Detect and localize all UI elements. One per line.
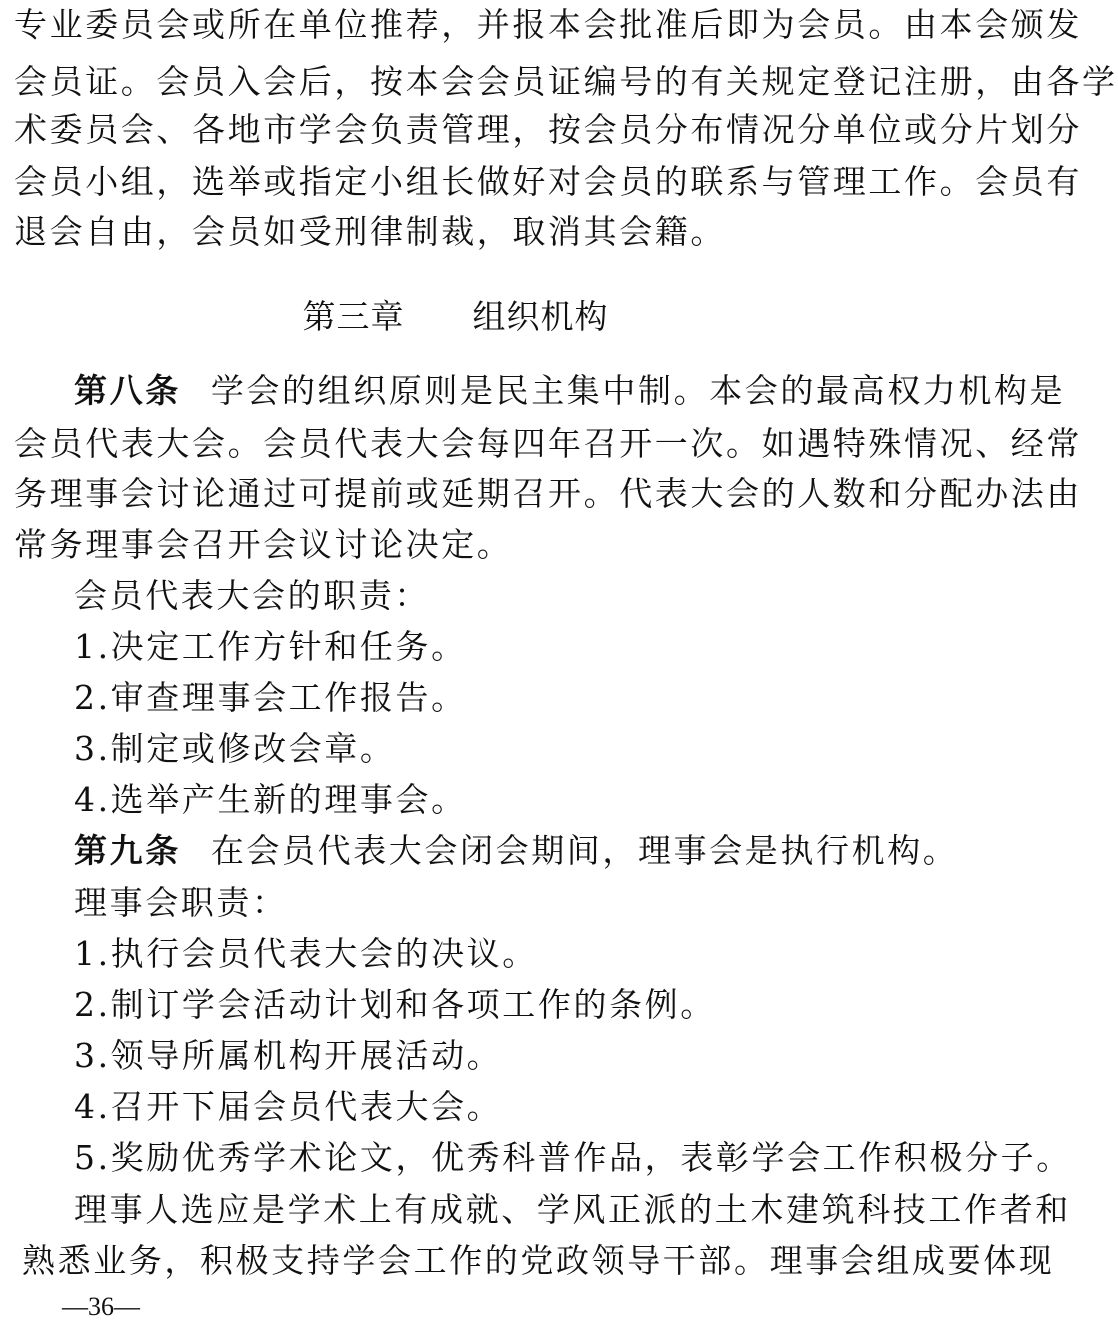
intro-line-5: 退会自由，会员如受刑律制裁，取消其会籍。	[14, 212, 726, 251]
article8-duty-4: 4.选举产生新的理事会。	[74, 780, 467, 819]
article9-text: 在会员代表大会闭会期间，理事会是执行机构。	[210, 831, 959, 870]
article8-label: 第八条	[74, 371, 181, 410]
intro-line-1: 专业委员会或所在单位推荐，并报本会批准后即为会员。由本会颁发	[14, 5, 1082, 44]
article9-duty-3: 3.领导所属机构开展活动。	[74, 1036, 503, 1075]
article8-first-line	[74, 371, 1066, 411]
article9-duty-1: 1.执行会员代表大会的决议。	[74, 934, 538, 973]
article9-first-line	[74, 831, 959, 871]
article8-duty-2: 2.审查理事会工作报告。	[74, 678, 467, 717]
article9-closing-line-1: 理事人选应是学术上有成就、学风正派的土木建筑科技工作者和	[74, 1190, 1071, 1229]
article8-line-3: 务理事会讨论通过可提前或延期召开。代表大会的人数和分配办法由	[14, 474, 1082, 513]
chapter-title: 第三章 组织机构	[302, 297, 609, 336]
article8-line-4: 常务理事会召开会议讨论决定。	[14, 525, 513, 564]
article9-label: 第九条	[74, 831, 181, 870]
article8-duties-heading: 会员代表大会的职责：	[74, 576, 430, 615]
article9-closing-line-2: 熟悉业务，积极支持学会工作的党政领导干部。理事会组成要体现	[22, 1241, 1055, 1280]
article8-line-1: 学会的组织原则是民主集中制。本会的最高权力机构是	[210, 371, 1066, 410]
intro-line-4: 会员小组，选举或指定小组长做好对会员的联系与管理工作。会员有	[14, 162, 1082, 201]
article9-duties-heading: 理事会职责：	[74, 883, 288, 922]
article8-duty-1: 1.决定工作方针和任务。	[74, 627, 467, 666]
article9-duty-5: 5.奖励优秀学术论文，优秀科普作品，表彰学会工作积极分子。	[74, 1138, 1072, 1177]
article8-line-2: 会员代表大会。会员代表大会每四年召开一次。如遇特殊情况、经常	[14, 424, 1082, 463]
intro-line-2: 会员证。会员入会后，按本会会员证编号的有关规定登记注册，由各学	[14, 62, 1118, 101]
article9-duty-4: 4.召开下届会员代表大会。	[74, 1087, 503, 1126]
article8-duty-3: 3.制定或修改会章。	[74, 729, 396, 768]
intro-line-3: 术委员会、各地市学会负责管理，按会员分布情况分单位或分片划分	[14, 110, 1082, 149]
article9-duty-2: 2.制订学会活动计划和各项工作的条例。	[74, 985, 716, 1024]
page-number: —36—	[62, 1292, 140, 1321]
